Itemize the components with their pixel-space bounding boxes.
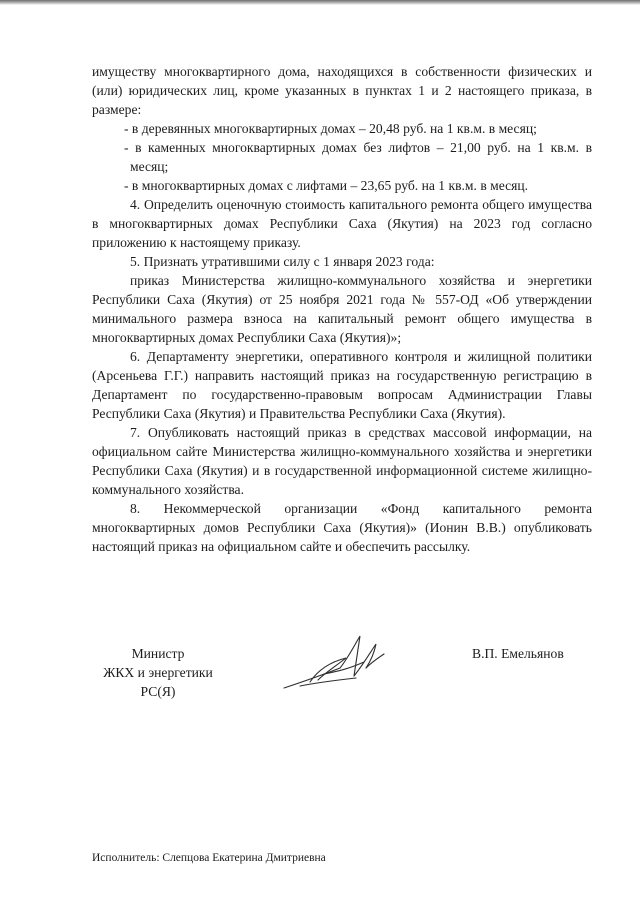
paragraph-repealed-order: приказ Министерства жилищно-коммунального хозяйства и энергетики Республики Саха (Якутия) от 25 ноября 2021 года № 557-ОД «Об утверждении минимального размера взноса на капитальный ремонт общего имущества в многоквартирных домах Республики Саха (Якутия)»; [92,273,592,345]
bullet-elevator-houses: - в многоквартирных домах с лифтами – 23,65 руб. на 1 кв.м. в месяц. [124,178,529,193]
document-body [92,62,592,556]
scan-top-edge [0,0,640,5]
signatory-title-line3: РС(Я) [140,684,176,699]
signatory-title-line1: Министр [131,646,185,661]
executor-line: Исполнитель: Слепцова Екатерина Дмитриевна [92,852,326,864]
signatory-title-line2: ЖКХ и энергетики [103,665,213,680]
signatory-title [88,644,228,701]
paragraph-item-4: 4. Определить оценочную стоимость капитального ремонта общего имущества в многоквартирных домах Республики Саха (Якутия) на 2023 год согласно приложению к настоящему приказу. [92,197,592,250]
signatory-name: В.П. Емельянов [472,646,564,661]
bullet-stone-houses: - в каменных многоквартирных домах без лифтов – 21,00 руб. на 1 кв.м. в месяц; [124,140,592,174]
paragraph-item-7: 7. Опубликовать настоящий приказ в средствах массовой информации, на официальном сайте Министерства жилищно-коммунального хозяйства и энергетики Республики Саха (Якутия) и в государственной информационной системе жилищно-коммунального хозяйства. [92,425,592,497]
paragraph-item-8: 8. Некоммерческой организации «Фонд капитального ремонта многоквартирных домов Республики Саха (Якутия)» (Ионин В.В.) опубликовать настоящий приказ на официальном сайте и обеспечить рассылку. [92,501,592,554]
bullet-wooden-houses: - в деревянных многоквартирных домах – 20,48 руб. на 1 кв.м. в месяц; [124,121,537,136]
paragraph-continuation: имуществу многоквартирного дома, находящихся в собственности физических и (или) юридических лиц, кроме указанных в пунктах 1 и 2 настоящего приказа, в размере: [92,64,592,117]
paragraph-item-5: 5. Признать утратившими силу с 1 января 2023 года: [130,254,435,269]
handwritten-signature [280,632,388,696]
paragraph-item-6: 6. Департаменту энергетики, оперативного контроля и жилищной политики (Арсеньева Г.Г.) направить настоящий приказ на государственную регистрацию в Департамент по государственно-правовым вопросам Администрации Главы Республики Саха (Якутия) и Правительства Республики Саха (Якутия). [92,349,592,421]
